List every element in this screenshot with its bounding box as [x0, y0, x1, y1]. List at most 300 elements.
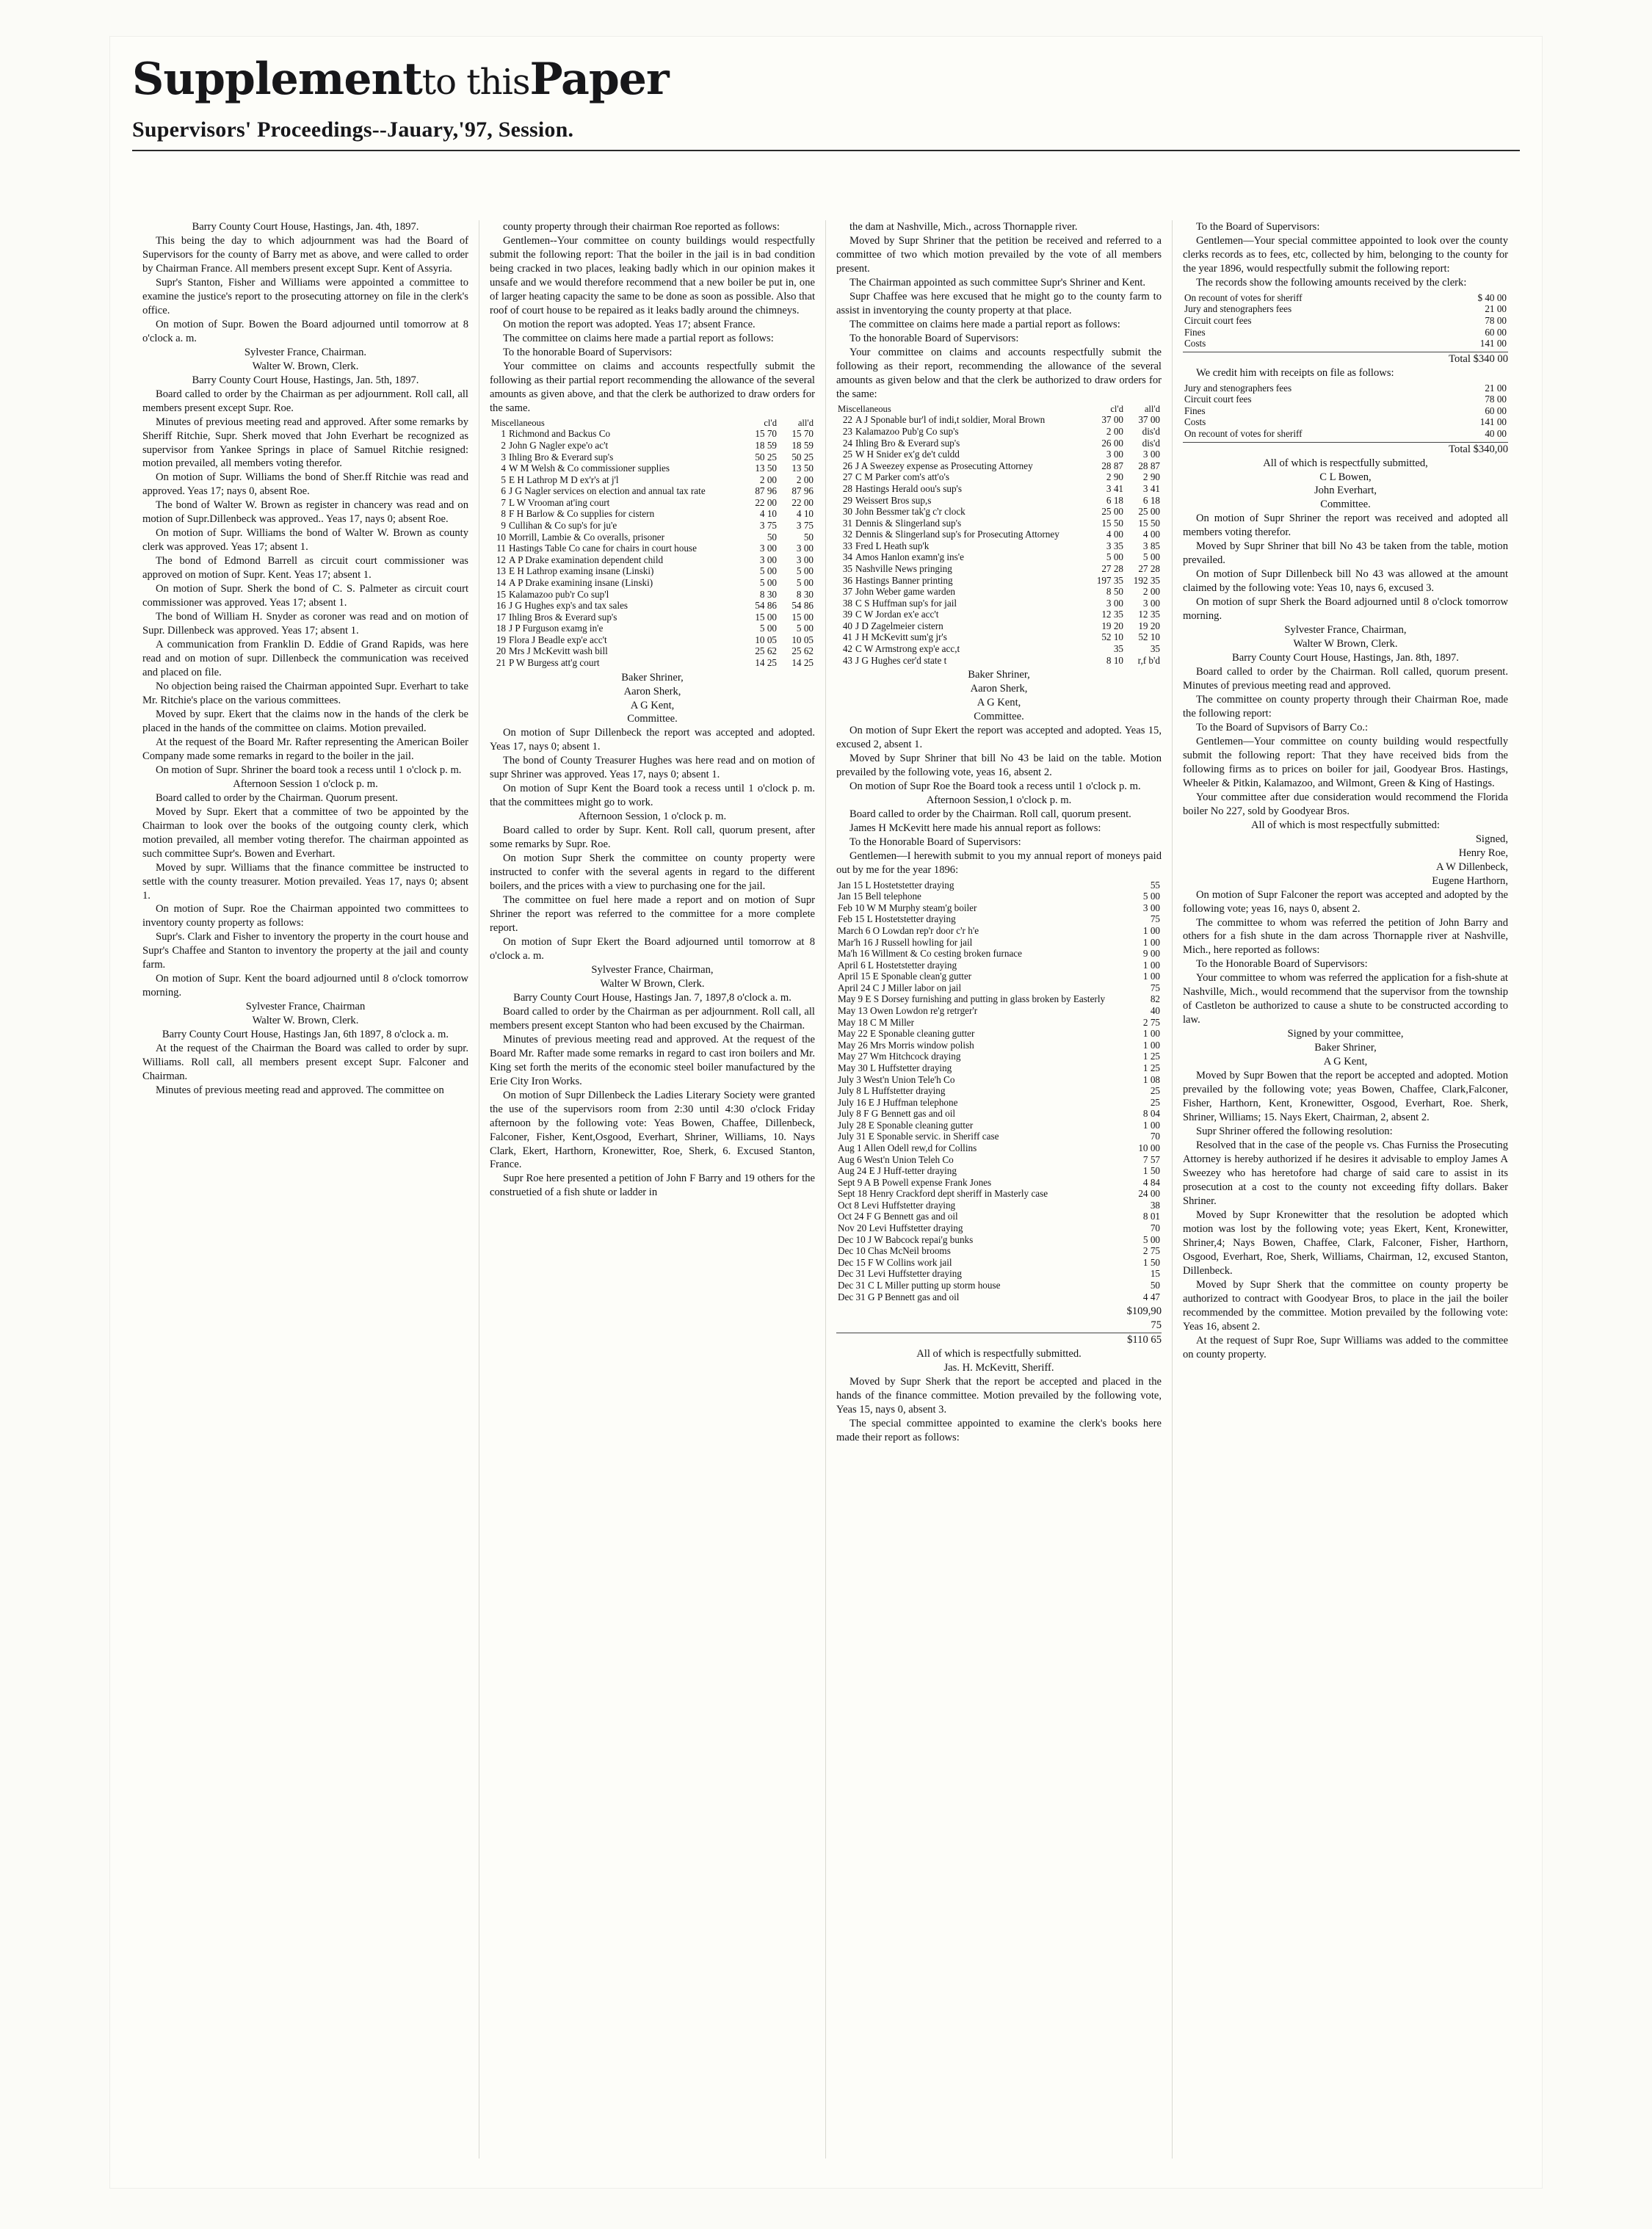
total-amount: $110 65: [836, 1333, 1162, 1347]
table-row: [836, 495, 1162, 507]
table-cell: 54 86: [791, 600, 814, 612]
table-cell: 40 00: [1485, 427, 1507, 439]
paragraph: Resolved that in the case of the people vs. Chas Furniss the Prosecuting Attorney is hereby authorized if he desires it advisable to employ James A Sweezey who has heretofore had charge of said care to assist in its prosecution at a cost to the county not exceeding fifty dollars. Baker Shriner.: [1183, 1139, 1508, 1207]
table-row: [836, 518, 1162, 529]
table-cell: 3 75: [796, 520, 814, 532]
paragraph: The committee on fuel here made a report and on motion of Supr Shriner the report was referred to the committee for a more complete report.: [490, 894, 815, 934]
table-row: [836, 460, 1162, 472]
table-cell: 5 00: [759, 576, 777, 588]
table-cell: 3 41: [1106, 482, 1123, 494]
paragraph: A G Kent,: [630, 699, 675, 711]
table-cell: 6 18: [1142, 494, 1160, 506]
table-cell: 12: [496, 554, 506, 565]
table-cell: 60 00: [1485, 405, 1507, 416]
table-cell: John Weber game warden: [855, 586, 956, 598]
table-row: [836, 1234, 1162, 1246]
table-cell: 25 62: [755, 645, 777, 657]
table-row: [836, 1017, 1162, 1029]
paragraph: Sylvester France, Chairman.: [244, 346, 367, 358]
table-cell: On recount of votes for sheriff: [1184, 291, 1303, 303]
paragraph: Supr's Stanton, Fisher and Williams were appointed a committee to examine the justice's report to the prosecuting attorney on file in the clerk's office.: [142, 276, 468, 316]
table-cell: 15 50: [1101, 517, 1123, 529]
paragraph: This being the day to which adjournment was had the Board of Supervisors for the county of Barry met as above, and were called to order by Chairman France. All members present except Supr. Kent of Assyria.: [142, 234, 468, 275]
table-cell: 3 00: [1142, 902, 1160, 913]
table-cell: dis'd: [1142, 437, 1160, 449]
table-row: [1183, 405, 1508, 417]
paragraph: Board called to order by the Chairman. Quorum present.: [156, 791, 398, 804]
paragraph: Walter W Brown, Clerk.: [1293, 638, 1398, 650]
table-row: [836, 1291, 1162, 1303]
masthead-title-bold1: Supplement: [132, 54, 422, 105]
table-row: [490, 612, 815, 623]
total-amount: $109,90: [1126, 1305, 1162, 1318]
table-cell: 15 00: [755, 611, 777, 623]
table-cell: 5 00: [796, 565, 814, 577]
table-row: [836, 438, 1162, 449]
table-cell: 12 35: [1138, 609, 1160, 620]
masthead-title-light: to this: [421, 62, 530, 103]
paragraph: We credit him with receipts on file as follows:: [1196, 366, 1394, 379]
table-row: [490, 497, 815, 509]
table-row: [836, 1097, 1162, 1109]
table-cell: Mrs J McKevitt wash bill: [509, 645, 608, 657]
paragraph: Gentlemen—Your special committee appointed to look over the county clerks records as to fees, etc, collected by him, belonging to the county for the year 1896, would respectfully submit the following report:: [1183, 234, 1508, 275]
table-cell: 1 00: [1142, 971, 1160, 982]
table-cell: 141 00: [1479, 416, 1507, 428]
paragraph: On motion the report was adopted. Yeas 17; absent France.: [503, 318, 756, 330]
paragraph: Supr Chaffee was here excused that he might go to the county farm to assist in inventorying the county property at that place.: [836, 290, 1162, 316]
table-cell: Hastings Banner printing: [855, 574, 953, 586]
table-cell: 52 10: [1138, 631, 1160, 643]
paragraph: Signed by your committee,: [1287, 1028, 1404, 1040]
table-header-row: [836, 404, 1162, 415]
table-cell: Kalamazoo Pub'g Co sup's: [855, 426, 959, 438]
table-row: [836, 1120, 1162, 1131]
table-cell: 87 96: [791, 485, 814, 497]
table-cell: April 15 E Sponable clean'g gutter: [838, 971, 972, 982]
paragraph: On motion Supr Sherk the committee on county property were instructed to confer with the several agents in regard to the different boilers, and the prices with a view to purchasing one for the jail.: [490, 852, 815, 893]
paragraph: On motion of Supr Roe the Board took a recess until 1 o'clock p. m.: [849, 780, 1141, 792]
paragraph: Minutes of previous meeting read and approved. The committee on: [156, 1084, 444, 1097]
table-cell: Hastings Herald oou's sup's: [855, 482, 963, 494]
table-cell: r,f b'd: [1137, 654, 1160, 666]
table-cell: Dec 10 J W Babcock repai'g bunks: [838, 1233, 974, 1245]
table-cell: J G Nagler services on election and annual tax rate: [509, 485, 706, 497]
table-row: [490, 428, 815, 440]
table-cell: 1 50: [1142, 1165, 1160, 1177]
table-cell: 18 59: [791, 440, 814, 451]
table-row: [1183, 383, 1508, 394]
table-row: [490, 634, 815, 646]
paragraph: Moved by supr. Williams that the finance committee be instructed to settle with the county treasurer. Motion prevailed. Yeas 17, nays 0; absent 1.: [142, 861, 468, 902]
table-cell: 37 00: [1101, 414, 1123, 426]
paragraph: No objection being raised the Chairman appointed Supr. Everhart to take Mr. Ritchie's place on the various committees.: [142, 680, 468, 706]
table-cell: Dec 31 Levi Huffstetter draying: [838, 1268, 962, 1280]
table-cell: 27 28: [1101, 562, 1123, 574]
table-cell: Morrill, Lambie & Co overalls, prisoner: [509, 531, 665, 543]
table-cell: Dennis & Slingerland sup's: [855, 517, 962, 529]
paragraph: To the Board of Supvisors of Barry Co.:: [1196, 721, 1369, 733]
table-cell: Hastings Table Co cane for chairs in court house: [509, 543, 697, 554]
table-cell: 3 35: [1106, 540, 1123, 551]
table-cell: Feb 15 L Hostetstetter draying: [838, 913, 956, 925]
credits-total: Total $340,00: [1183, 442, 1508, 457]
table-cell: Aug 1 Allen Odell rew,d for Collins: [838, 1142, 977, 1153]
table-cell: Sept 9 A B Powell expense Frank Jones: [838, 1176, 992, 1188]
table-cell: 4: [501, 463, 506, 474]
paragraph: On motion of Supr. Williams the bond of Sher.ff Ritchie was read and approved. Yeas 17; nays 0, absent Roe.: [142, 471, 468, 498]
table-cell: Circuit court fees: [1184, 394, 1252, 405]
table-row: [836, 631, 1162, 643]
table-cell: 52 10: [1101, 631, 1123, 643]
table-cell: 11: [496, 543, 506, 554]
paragraph: To the honorable Board of Supervisors:: [503, 346, 673, 358]
table-cell: Ma'h 16 Willment & Co cesting broken furnace: [838, 948, 1023, 960]
paragraph: Walter W. Brown, Clerk.: [252, 1015, 359, 1027]
table-cell: C W Armstrong exp'e acc,t: [855, 643, 960, 655]
paragraph: To the Honorable Board of Supervisors:: [1196, 958, 1368, 971]
table-row: [836, 1200, 1162, 1211]
table-cell: 41: [842, 631, 852, 643]
table-row: [836, 1142, 1162, 1154]
paragraph: Barry County Court House, Hastings Jan, 6th 1897, 8 o'clock a. m.: [162, 1029, 449, 1041]
table-cell: Circuit court fees: [1184, 315, 1252, 326]
paragraph: Eugene Harthorn,: [1432, 874, 1508, 887]
table-cell: 25: [1150, 1096, 1160, 1108]
table-cell: 1 25: [1142, 1062, 1160, 1073]
table-cell: Jan 15 Bell telephone: [838, 891, 921, 902]
table-cell: C W Jordan ex'e acc't: [855, 609, 939, 620]
paragraph: On motion of Supr. Williams the bond of Walter W. Brown as county clerk was approved. Yeas 17; absent 1.: [142, 527, 468, 554]
table-cell: Oct 24 F G Bennett gas and oil: [838, 1211, 958, 1222]
paragraph: On motion of Supr Falconer the report was accepted and adopted by the following vote; yeas 16, nays 0, absent 2.: [1183, 888, 1508, 915]
table-cell: J D Zagelmeier cistern: [855, 620, 943, 631]
table-cell: 197 35: [1096, 574, 1123, 586]
table-cell: $ 40 00: [1477, 291, 1507, 303]
table-cell: 5 00: [759, 623, 777, 634]
table-row: [1183, 416, 1508, 428]
table-cell: 5 00: [1142, 891, 1160, 902]
paragraph: On motion of Supr. Roe the Chairman appointed two committees to inventory county property as follows:: [142, 903, 468, 929]
table-cell: 37: [842, 586, 852, 598]
table-cell: 1 25: [1142, 1051, 1160, 1062]
masthead: [110, 37, 1542, 142]
table-row: [490, 463, 815, 474]
paragraph: The committee on county property through their Chairman Roe, made the following report:: [1183, 694, 1508, 720]
table-cell: Feb 10 W M Murphy steam'g boiler: [838, 902, 977, 913]
paragraph: On motion of Supr. Sherk the bond of C. S. Palmeter as circuit court commissioner was approved. Yeas 17; absent 1.: [142, 583, 468, 609]
table-cell: 1 08: [1142, 1073, 1160, 1085]
paragraph: Afternoon Session 1 o'clock p. m.: [233, 778, 378, 790]
paragraph: On motion of Supr. Kent the board adjourned until 8 o'clock tomorrow morning.: [142, 973, 468, 999]
table-cell: 7 57: [1142, 1153, 1160, 1165]
paragraph: On motion of Supr Dillenbeck the Ladies Literary Society were granted the use of the supervisors room from 2:30 until 4:30 o'clock Friday afternoon by the following vote: Yeas Bowen, Chaffee, Dillenbeck, Falconer, Fisher, Kent,Osgood, Everhart, Shriner, Williams, 10. Nays Clark, Ekert, Harthorn, Kronewitter, Roe, Sherk, 6. Excused Stanton, France.: [490, 1089, 815, 1171]
table-row: [836, 540, 1162, 552]
table-cell: 28: [842, 482, 852, 494]
table-row: [836, 880, 1162, 891]
table-cell: Dec 31 C L Miller putting up storm house: [838, 1279, 1001, 1291]
table-cell: Aug 24 E J Huff-tetter draying: [838, 1165, 957, 1177]
table-cell: 2 00: [796, 474, 814, 485]
paragraph: Your committee after due consideration would recommend the Florida boiler No 227, sold by Goodyear Bros.: [1183, 791, 1508, 817]
table-cell: 55: [1150, 879, 1160, 891]
paragraph: Moved by Supr Shriner that bill No 43 be taken from the table, motion prevailed.: [1183, 540, 1508, 567]
table-cell: 78 00: [1485, 315, 1507, 326]
table-row: [836, 563, 1162, 575]
table-cell: 8 30: [796, 588, 814, 600]
paragraph: Baker Shriner,: [968, 669, 1030, 681]
table-cell: 25: [842, 449, 852, 460]
table-cell: 10 00: [1138, 1142, 1160, 1153]
table-cell: 37 00: [1138, 414, 1160, 426]
table-cell: 3 85: [1142, 540, 1160, 551]
masthead-rule: [132, 150, 1520, 151]
table-cell: 10 05: [755, 634, 777, 645]
table-cell: 13: [496, 565, 506, 577]
table-row: [836, 937, 1162, 949]
table-cell: April 24 C J Miller labor on jail: [838, 982, 962, 993]
table-cell: Costs: [1184, 338, 1206, 349]
table-cell: 4 00: [1106, 529, 1123, 540]
table-cell: 2 90: [1142, 471, 1160, 483]
table-cell: E H Lathrop M D ex'r's at j'l: [509, 474, 619, 485]
table-cell: 24: [842, 437, 852, 449]
table-row: [836, 529, 1162, 540]
table-cell: 13 50: [755, 463, 777, 474]
table-cell: 15 00: [791, 611, 814, 623]
paragraph: To the Honorable Board of Supervisors:: [849, 836, 1021, 848]
table-cell: 30: [842, 506, 852, 518]
table-cell: 78 00: [1485, 394, 1507, 405]
table-cell: 17: [496, 611, 506, 623]
claims-table: [490, 418, 815, 669]
table-row: [836, 1028, 1162, 1040]
table-cell: July 31 E Sponable servic. in Sheriff case: [838, 1131, 999, 1142]
table-cell: 3 00: [796, 554, 814, 565]
table-cell: Dec 31 G P Bennett gas and oil: [838, 1291, 960, 1302]
paragraph: Moved by Supr Bowen that the report be accepted and adopted. Motion prevailed by the following vote; yeas Bowen, Chaffee, Clark,Falconer, Fisher, Harthorn, Kent, Kronewitter, Osgood, Everhart, Roe. Sherk, Shriner, Williams; 15. Nays Ekert, Chairman, 2, absent 2.: [1183, 1070, 1508, 1124]
paragraph: Gentlemen—I herewith submit to you my annual report of moneys paid out by me for the year 1896:: [836, 849, 1162, 876]
clerk-credits-table: [1183, 383, 1508, 440]
paragraph: Sylvester France, Chairman,: [591, 963, 714, 976]
table-cell: John G Nagler expe'o ac't: [509, 440, 609, 451]
table-cell: 75: [1150, 913, 1160, 925]
table-cell: 29: [842, 494, 852, 506]
table-cell: 19 20: [1138, 620, 1160, 631]
table-cell: Flora J Beadle exp'e acc't: [509, 634, 607, 645]
paragraph: Aaron Sherk,: [623, 685, 681, 697]
table-row: [1183, 338, 1508, 349]
table-cell: 40: [842, 620, 852, 631]
table-cell: 20: [496, 645, 506, 657]
table-cell: Jan 15 L Hostetstetter draying: [838, 879, 954, 891]
table-cell: J H McKevitt sum'g jr's: [855, 631, 947, 643]
table-cell: 1 50: [1142, 1256, 1160, 1268]
paragraph: The records show the following amounts received by the clerk:: [1196, 276, 1467, 289]
table-cell: 1 00: [1142, 925, 1160, 937]
table-cell: Dec 15 F W Collins work jail: [838, 1256, 952, 1268]
table-cell: 1 00: [1142, 1119, 1160, 1131]
paragraph: Supr's. Clark and Fisher to inventory the property in the court house and Supr's Chaffee and Stanton to inventory the property at the jail and county farm.: [142, 931, 468, 971]
table-cell: 27: [842, 471, 852, 483]
table-cell: 14 25: [791, 656, 814, 668]
table-cell: 2 00: [1142, 586, 1160, 598]
table-row: [836, 993, 1162, 1005]
table-cell: 1 00: [1142, 1039, 1160, 1051]
paragraph: On motion of Supr Ekert the report was accepted and adopted. Yeas 15, excused 2, absent 1.: [836, 725, 1162, 751]
table-cell: 14: [496, 576, 506, 588]
paragraph: Committee.: [974, 711, 1024, 723]
table-row: [490, 485, 815, 497]
table-cell: July 8 F G Bennett gas and oil: [838, 1108, 956, 1120]
table-row: [836, 982, 1162, 994]
table-cell: 9: [501, 520, 506, 532]
table-cell: May 18 C M Miller: [838, 1016, 915, 1028]
paragraph: Gentlemen—Your committee on county building would respectfully submit the following report: That they have received bids from the following firms as to prices on boiler for jail, Goodyear Bros. Hastings, Wheeler & Pitkin, Kalamazoo, and Wilmont, Green & King of Hastings.: [1183, 735, 1508, 789]
table-cell: W H Snider ex'g de't culdd: [855, 449, 960, 460]
table-cell: Amos Hanlon examn'g ins'e: [855, 551, 964, 563]
paragraph: Barry County Court House, Hastings, Jan. 5th, 1897.: [192, 374, 419, 386]
table-cell: 3 00: [1142, 449, 1160, 460]
table-cell: March 6 O Lowdan rep'r door c'r h'e: [838, 925, 979, 937]
table-row: [490, 554, 815, 566]
paragraph: Walter W Brown, Clerk.: [600, 977, 705, 990]
table-cell: Ihling Bro & Everard sup's: [509, 451, 614, 463]
table-cell: Costs: [1184, 416, 1206, 428]
table-cell: 24 00: [1138, 1188, 1160, 1200]
table-cell: Fines: [1184, 405, 1206, 416]
table-cell: F H Barlow & Co supplies for cistern: [509, 508, 655, 520]
table-cell: C M Parker com's att'o's: [855, 471, 949, 483]
paragraph: C L Bowen,: [1319, 471, 1372, 483]
table-cell: 3 00: [1106, 449, 1123, 460]
table-cell: May 26 Mrs Morris window polish: [838, 1039, 974, 1051]
receipts-total: Total $340 00: [1183, 352, 1508, 366]
table-row: [836, 1108, 1162, 1120]
paragraph: At the request of Supr Roe, Supr Williams was added to the committee on county property.: [1183, 1334, 1508, 1360]
table-cell: 35: [1150, 643, 1160, 655]
paragraph: On motion of Supr Shriner the report was received and adopted all members voting therefor.: [1183, 512, 1508, 539]
table-cell: 60 00: [1485, 326, 1507, 338]
table-cell: Jury and stenographers fees: [1184, 382, 1292, 394]
table-cell: J G Hughes exp's and tax sales: [509, 600, 628, 612]
table-cell: 1 00: [1142, 936, 1160, 948]
table-cell: L W Vrooman at'ing court: [509, 496, 610, 508]
table-cell: Sept 18 Henry Crackford dept sheriff in Masterly case: [838, 1188, 1048, 1200]
table-cell: 70: [1150, 1131, 1160, 1142]
paragraph: Board called to order by the Chairman. Roll call, quorum present.: [849, 808, 1131, 820]
paragraph: Walter W. Brown, Clerk.: [252, 360, 359, 372]
table-row: [490, 543, 815, 554]
paragraph: Supr Roe here presented a petition of John F Barry and 19 others for the construetied of a fish shute or ladder in: [490, 1173, 815, 1199]
paragraph: Aaron Sherk,: [970, 683, 1028, 695]
table-cell: 5 00: [1106, 551, 1123, 563]
table-cell: 28 87: [1101, 460, 1123, 471]
table-cell: 82: [1150, 993, 1160, 1005]
table-cell: 22 00: [755, 496, 777, 508]
table-cell: 3 00: [1106, 597, 1123, 609]
paragraph: Moved by supr. Ekert that the claims now in the hands of the clerk be placed in the hands of the committee on claims. Motion prevailed.: [142, 708, 468, 734]
masthead-title: [132, 54, 1520, 105]
table-cell: Richmond and Backus Co: [509, 428, 611, 440]
table-cell: 12 35: [1101, 609, 1123, 620]
paragraph: On motion of Supr Ekert the Board adjourned until tomorrow at 8 o'clock a. m.: [490, 935, 815, 962]
paragraph: Henry Roe,: [1458, 847, 1508, 859]
paragraph: Gentlemen--Your committee on county buildings would respectfully submit the following report: That the boiler in the jail is in bad condition being cracked in two places, leaking badly which in our opinion makes it unsafe and we would therefore recommend that a new boiler be put in, one of larger heating capacity the same to be done as soon as possible. Also that roof of court house to be repaired as it leaks badly around the chimneys.: [490, 234, 815, 316]
paragraph: Your committee on claims and accounts respectfully submit the following as their partial report recommending the allowance of the several amounts as given above, and that the clerk be authorized to draw orders for the same.: [490, 360, 815, 414]
table-row: [836, 620, 1162, 632]
table-cell: Dec 10 Chas McNeil brooms: [838, 1245, 951, 1257]
paragraph: The bond of County Treasurer Hughes was here read and on motion of supr Shriner was approved. Yeas 17, nays 0; absent 1.: [490, 755, 815, 781]
table-row: [1183, 394, 1508, 405]
table-cell: 5 00: [1142, 551, 1160, 563]
table-cell: 13 50: [791, 463, 814, 474]
table-row: [836, 1222, 1162, 1234]
table-cell: 3 00: [759, 543, 777, 554]
table-cell: 21 00: [1485, 382, 1507, 394]
table-row: [836, 948, 1162, 960]
table-row: [836, 575, 1162, 587]
table-cell: Aug 6 West'n Union Teleh Co: [838, 1153, 954, 1165]
paragraph: A G Kent,: [1323, 1056, 1368, 1068]
table-cell: 1 00: [1142, 1028, 1160, 1040]
table-cell: 42: [842, 643, 852, 655]
total-amount: 75: [1151, 1319, 1162, 1332]
paragraph: Afternoon Session,1 o'clock p. m.: [926, 794, 1072, 806]
table-cell: 2 00: [1106, 426, 1123, 438]
table-row: [836, 1062, 1162, 1074]
paragraph: Baker Shriner,: [621, 671, 684, 684]
table-cell: Jury and stenographers fees: [1184, 303, 1292, 315]
table-cell: 9 00: [1142, 948, 1160, 960]
table-cell: 5: [501, 474, 506, 485]
paragraph: Barry County Court House, Hastings, Jan. 8th, 1897.: [1232, 652, 1459, 664]
table-cell: May 27 Wm Hitchcock draying: [838, 1051, 961, 1062]
table-cell: 38: [1150, 1199, 1160, 1211]
table-cell: 22 00: [791, 496, 814, 508]
table-row: [1183, 315, 1508, 327]
table-row: [836, 1131, 1162, 1142]
table-cell: Nov 20 Levi Huffstetter draying: [838, 1222, 963, 1234]
table-row: [836, 609, 1162, 620]
table-cell: 25 00: [1138, 506, 1160, 518]
paragraph: Moved by Supr Kronewitter that the resolution be adopted which motion was lost by the following vote; yeas Ekert, Kent, Kronewitter, Shriner,4; Nays Bowen, Chaffee, Clark, Falconer, Fisher, Harthorn, Osgood, Everhart, Roe, Sherk, Williams, Chairman, 12, excused Stanton, Dillenbeck.: [1183, 1208, 1508, 1277]
table-cell: 2 75: [1142, 1016, 1160, 1028]
table-column-header: cl'd: [764, 417, 777, 428]
table-cell: 43: [842, 654, 852, 666]
paragraph: The committee on claims here made a partial report as follows:: [849, 318, 1120, 330]
table-cell: 50 25: [791, 451, 814, 463]
table-cell: 2: [501, 440, 506, 451]
table-row: [836, 449, 1162, 460]
table-row: [490, 508, 815, 520]
table-cell: 28 87: [1138, 460, 1160, 471]
table-cell: 15 70: [791, 428, 814, 440]
table-column-header: Miscellaneous: [838, 403, 891, 414]
table-cell: 22: [842, 414, 852, 426]
table-row: [836, 1211, 1162, 1222]
table-cell: 192 35: [1133, 574, 1160, 586]
table-cell: July 28 E Sponable cleaning gutter: [838, 1119, 974, 1131]
table-cell: Mar'h 16 J Russell howling for jail: [838, 936, 973, 948]
table-cell: 26: [842, 460, 852, 471]
paragraph: James H McKevitt here made his annual report as follows:: [849, 822, 1101, 834]
table-cell: 39: [842, 609, 852, 620]
column-3: [825, 220, 1172, 2159]
newspaper-sheet: [110, 37, 1542, 2188]
paragraph: Moved by Supr Shriner that the petition be received and referred to a committee of two which motion prevailed by the vote of all members present.: [836, 234, 1162, 275]
table-row: [836, 891, 1162, 902]
